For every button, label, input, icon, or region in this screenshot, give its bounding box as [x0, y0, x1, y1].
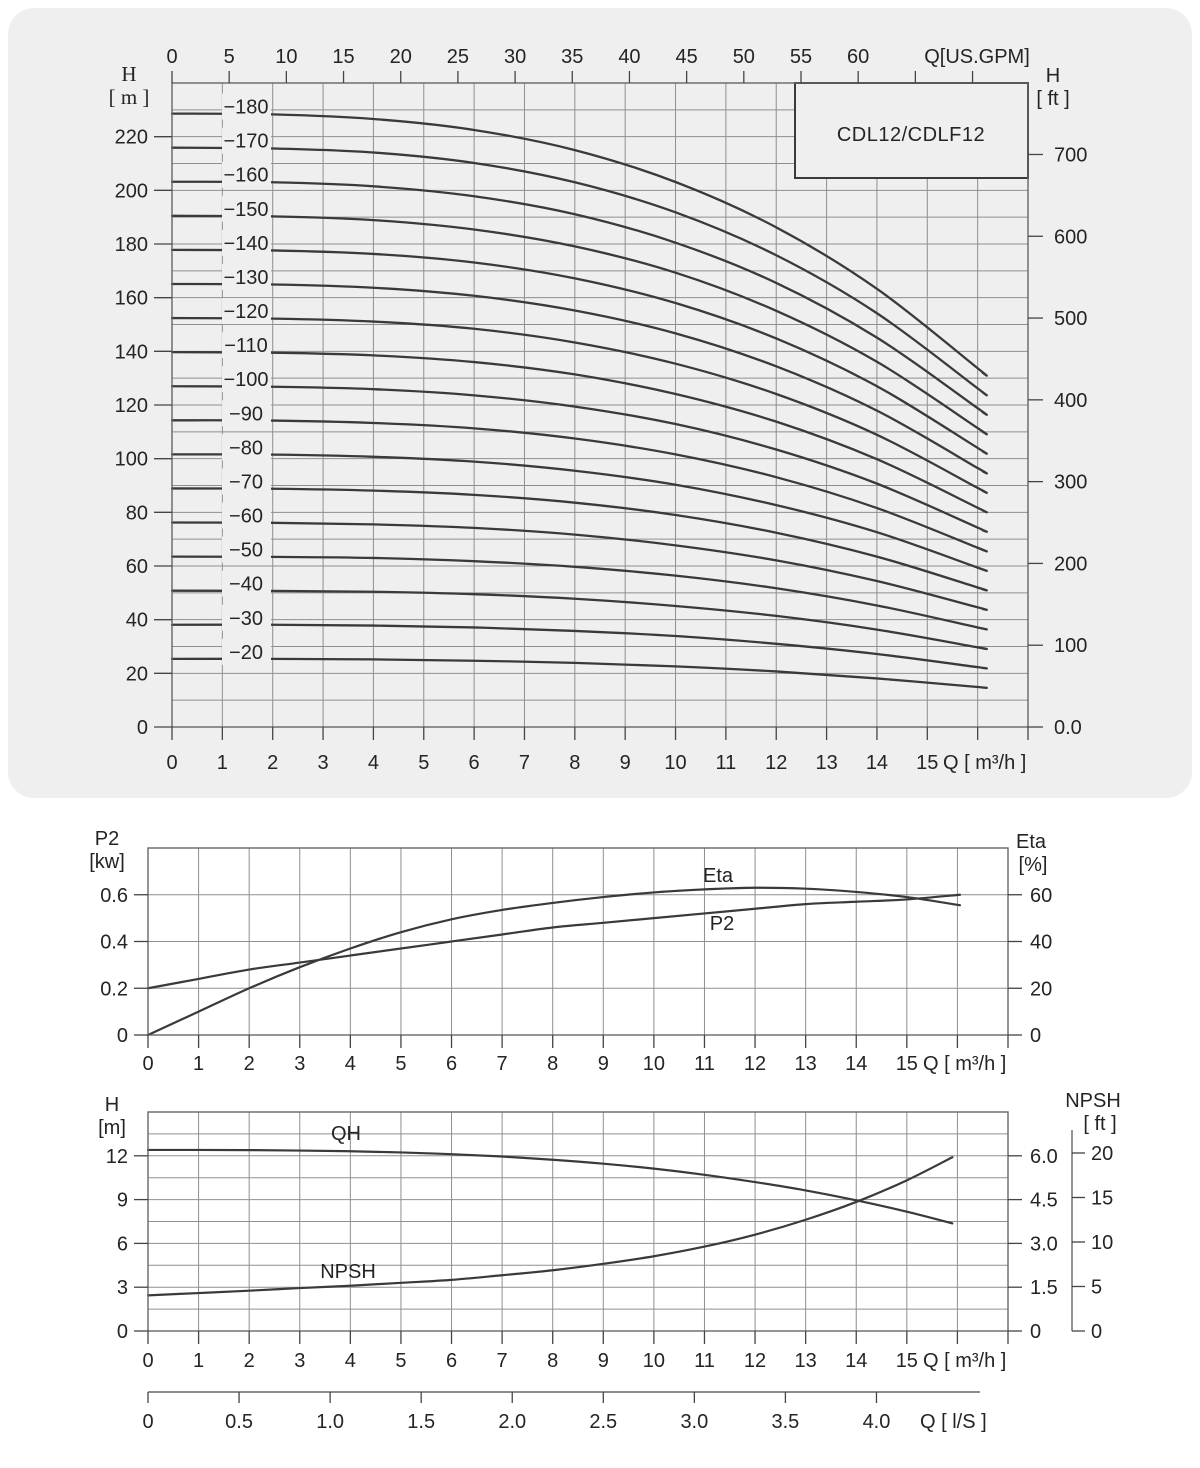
qh-curve: [148, 1150, 952, 1223]
pump-curve-label: −30: [229, 607, 263, 630]
qh-chart-gridlines: [148, 1112, 1008, 1331]
x-axis-tick-label: 1: [193, 1350, 205, 1372]
x-axis-tick-label: 9: [619, 752, 631, 774]
gpm-tick-label: 35: [561, 46, 584, 68]
npsh-m-tick-label: 6.0: [1030, 1145, 1058, 1168]
pump-curve-label: −170: [223, 130, 269, 153]
npsh-ft-tick-label: 0: [1091, 1321, 1103, 1343]
x-axis-tick-label: 11: [715, 752, 737, 774]
x-axis-tick-label: 2: [267, 752, 279, 774]
x-axis-tick-label: 3: [294, 1350, 306, 1372]
eta-tick-label: 60: [1030, 884, 1053, 907]
x-axis-tick-label: 10: [642, 1350, 666, 1372]
x-axis-tick-label: 4: [344, 1053, 356, 1075]
pump-curve-label: −90: [229, 403, 263, 426]
h-ft-axis-title: H: [1045, 65, 1061, 87]
qh-npsh-chart: [98, 1090, 1121, 1433]
pump-curve-label: −20: [229, 641, 263, 664]
lps-tick-label: 1.5: [407, 1411, 436, 1433]
x-axis-tick-label: 6: [445, 1053, 458, 1075]
x-axis-tick-label: 3: [294, 1053, 306, 1075]
x-axis-tick-label: 7: [496, 1053, 508, 1075]
h-ft-tick-label: 700: [1054, 144, 1088, 167]
npsh-ft-axis: [1065, 1090, 1121, 1343]
gpm-axis-title: Q[US.GPM]: [924, 46, 1030, 68]
lps-tick-label: 3.5: [771, 1411, 800, 1433]
h-m-tick-label: 40: [125, 609, 148, 632]
h-m-axis-unit: [ m ]: [108, 85, 150, 109]
h-axis: [98, 1094, 148, 1343]
h-ft-tick-label: 500: [1054, 308, 1088, 331]
h-m-tick-label: 220: [114, 126, 148, 149]
p2-axis-unit: [kw]: [89, 851, 125, 873]
x-axis-tick-label: 0: [166, 752, 178, 774]
x-axis-tick-label: 1: [193, 1053, 205, 1075]
x-axis-tick-label: 13: [794, 1053, 817, 1075]
h-tick-label: 6: [116, 1233, 128, 1256]
x-axis-tick-label: 15: [916, 752, 939, 774]
p2-tick-label: 0.6: [100, 884, 128, 907]
pump-curve-label: −50: [229, 539, 263, 562]
pe-chart-gridlines: [148, 848, 1008, 1035]
x-axis-tick-label: 14: [845, 1053, 868, 1075]
h-m-tick-label: 160: [114, 287, 148, 310]
h-m-axis-title: H: [121, 62, 137, 86]
x-axis-tick-label: 8: [569, 752, 581, 774]
npsh-m-tick-label: 4.5: [1030, 1189, 1058, 1212]
h-ft-tick-label: 400: [1054, 389, 1088, 412]
eta-curve: [148, 888, 960, 1035]
gpm-tick-label: 40: [618, 46, 641, 68]
x-axis-tick-label: 11: [694, 1053, 715, 1075]
h-m-tick-label: 80: [125, 502, 148, 525]
eta-tick-label: 40: [1030, 931, 1053, 954]
h-m-tick-label: 120: [114, 395, 148, 417]
gpm-tick-label: 25: [446, 46, 470, 68]
x-axis-tick-label: 13: [815, 752, 838, 774]
p2-axis: [89, 828, 148, 1047]
npsh-ft-axis-unit: [ ft ]: [1083, 1113, 1117, 1135]
power-efficiency-chart: [89, 828, 1052, 1075]
eta-tick-label: 20: [1030, 978, 1053, 1001]
qh-npsh-curves: [148, 1150, 952, 1295]
x-axis-tick-label: 9: [597, 1350, 609, 1372]
pump-curve-label: −60: [229, 505, 263, 528]
npsh-m-axis: [1008, 1146, 1058, 1343]
npsh-m-tick-label: 0: [1030, 1321, 1042, 1343]
h-ft-tick-label: 200: [1054, 553, 1088, 576]
pump-curve-label: −180: [223, 96, 269, 119]
lps-tick-label: 4.0: [862, 1411, 891, 1433]
x-axis-tick-label: 6: [468, 752, 480, 774]
h-m-tick-label: 140: [114, 341, 148, 364]
x-axis-tick-label: 15: [895, 1053, 918, 1075]
x-axis-tick-label: 9: [597, 1053, 609, 1075]
gpm-tick-label: 60: [847, 46, 870, 68]
npsh-ft-tick-label: 10: [1091, 1231, 1114, 1254]
h-m-tick-label: 0: [136, 717, 148, 739]
x-axis-tick-label: 10: [642, 1053, 666, 1075]
x-axis-unit-label: Q [ m³/h ]: [923, 1053, 1007, 1075]
gpm-tick-label: 50: [732, 46, 755, 68]
h-ft-tick-label: 0.0: [1054, 717, 1082, 739]
model-name: CDL12/CDLF12: [836, 124, 986, 146]
p2-tick-label: 0.4: [100, 931, 128, 954]
model-box: [795, 83, 1028, 178]
gpm-tick-label: 15: [332, 46, 355, 68]
lps-tick-label: 1.0: [316, 1411, 345, 1433]
curve-annotation-p2: P2: [709, 913, 735, 935]
lps-tick-label: 0.5: [225, 1411, 253, 1433]
h-m-tick-label: 20: [125, 663, 148, 686]
x-axis-tick-label: 4: [344, 1350, 356, 1372]
pe-curves: [148, 888, 960, 1035]
pump-curve-label: −150: [223, 198, 269, 221]
x-axis-tick-label: 12: [765, 752, 788, 774]
h-m-tick-label: 200: [114, 180, 148, 203]
npsh-m-tick-label: 1.5: [1030, 1277, 1058, 1300]
lps-tick-label: 2.0: [498, 1411, 527, 1433]
x-axis-tick-label: 10: [664, 752, 687, 774]
pump-curve-label: −160: [223, 164, 269, 187]
p2-tick-label: 0.2: [100, 978, 128, 1001]
pump-curve-label: −100: [223, 369, 269, 392]
h-m-tick-label: 100: [114, 448, 148, 471]
pump-curve-labels: [222, 94, 271, 665]
pump-curve-label: −130: [223, 266, 269, 289]
x-axis-tick-label: 12: [743, 1350, 767, 1372]
h-axis-title: H: [104, 1094, 120, 1116]
eta-axis-title: Eta: [1015, 831, 1047, 853]
eta-axis-unit: [%]: [1018, 854, 1048, 876]
x-axis-tick-label: 14: [845, 1350, 868, 1372]
npsh-m-tick-label: 3.0: [1030, 1233, 1058, 1256]
x-axis-tick-label: 5: [395, 1053, 407, 1075]
pump-curve-label: −70: [229, 471, 263, 494]
eta-axis: [1008, 831, 1052, 1047]
x-axis-tick-label: 8: [547, 1053, 559, 1075]
eta-tick-label: 0: [1030, 1025, 1042, 1047]
x-axis-tick-label: 3: [317, 752, 329, 774]
pump-curve-label: −40: [229, 573, 263, 596]
h-m-tick-label: 180: [114, 234, 148, 256]
h-ft-tick-label: 300: [1054, 471, 1088, 494]
pump-curve-label: −80: [229, 437, 263, 460]
x-axis-tick-label: 11: [694, 1350, 715, 1372]
x-axis-unit-label: Q [ m³/h ]: [943, 752, 1027, 774]
h-tick-label: 0: [116, 1321, 128, 1343]
gpm-tick-label: 45: [675, 46, 698, 68]
h-tick-label: 9: [116, 1189, 128, 1212]
x-axis-tick-label: 12: [743, 1053, 767, 1075]
lps-tick-label: 2.5: [589, 1411, 618, 1433]
pump-curve-label: −140: [223, 232, 269, 255]
h-tick-label: 12: [105, 1145, 128, 1168]
npsh-ft-tick-label: 5: [1091, 1276, 1103, 1299]
lps-tick-label: 3.0: [680, 1411, 709, 1433]
h-axis-unit: [m]: [98, 1117, 126, 1139]
x-axis-tick-label: 2: [243, 1350, 255, 1372]
x-axis-tick-label: 2: [243, 1053, 255, 1075]
x-axis-tick-label: 0: [142, 1053, 154, 1075]
p2-axis-title: P2: [94, 828, 120, 850]
x-axis-unit-label: Q [ m³/h ]: [923, 1350, 1007, 1372]
x-axis-tick-label: 6: [445, 1350, 458, 1372]
pump-curve-label: −120: [223, 301, 269, 324]
x-axis-tick-label: 1: [216, 752, 228, 774]
h-ft-axis-unit: [ ft ]: [1036, 88, 1070, 110]
x-axis-tick-label: 4: [367, 752, 379, 774]
gpm-tick-label: 30: [503, 46, 527, 68]
x-axis-tick-label: 5: [418, 752, 430, 774]
pe-chart-x-axis: [142, 1035, 1008, 1075]
npsh-ft-tick-label: 15: [1091, 1187, 1114, 1210]
x-axis-tick-label: 5: [395, 1350, 407, 1372]
lps-axis-unit-label: Q [ l/S ]: [920, 1411, 987, 1433]
curve-annotation-qh: QH: [331, 1123, 361, 1145]
h-tick-label: 3: [116, 1277, 128, 1300]
gpm-tick-label: 20: [389, 46, 412, 68]
pump-curve-label: −110: [224, 335, 268, 358]
gpm-tick-label: 10: [275, 46, 298, 68]
gpm-tick-label: 0: [166, 46, 178, 68]
x-axis-tick-label: 14: [865, 752, 889, 774]
gpm-tick-label: 5: [223, 46, 235, 68]
x-axis-tick-label: 7: [518, 752, 531, 774]
curve-annotation-eta: Eta: [702, 865, 734, 887]
p2-tick-label: 0: [116, 1025, 128, 1047]
h-ft-tick-label: 100: [1054, 635, 1088, 658]
x-axis-tick-label: 15: [895, 1350, 918, 1372]
gpm-tick-label: 55: [789, 46, 813, 68]
curve-annotation-npsh: NPSH: [320, 1261, 376, 1283]
x-axis-tick-label: 0: [142, 1350, 154, 1372]
h-m-tick-label: 60: [125, 556, 148, 578]
npsh-ft-tick-label: 20: [1091, 1142, 1114, 1165]
lps-tick-label: 0: [142, 1411, 154, 1433]
lps-axis: [142, 1392, 986, 1433]
x-axis-tick-label: 8: [547, 1350, 559, 1372]
h-ft-tick-label: 600: [1054, 226, 1088, 249]
qh-chart-x-axis: [142, 1331, 1008, 1372]
npsh-ft-axis-title: NPSH: [1065, 1090, 1121, 1112]
x-axis-tick-label: 7: [496, 1350, 508, 1372]
x-axis-tick-label: 13: [794, 1350, 817, 1372]
